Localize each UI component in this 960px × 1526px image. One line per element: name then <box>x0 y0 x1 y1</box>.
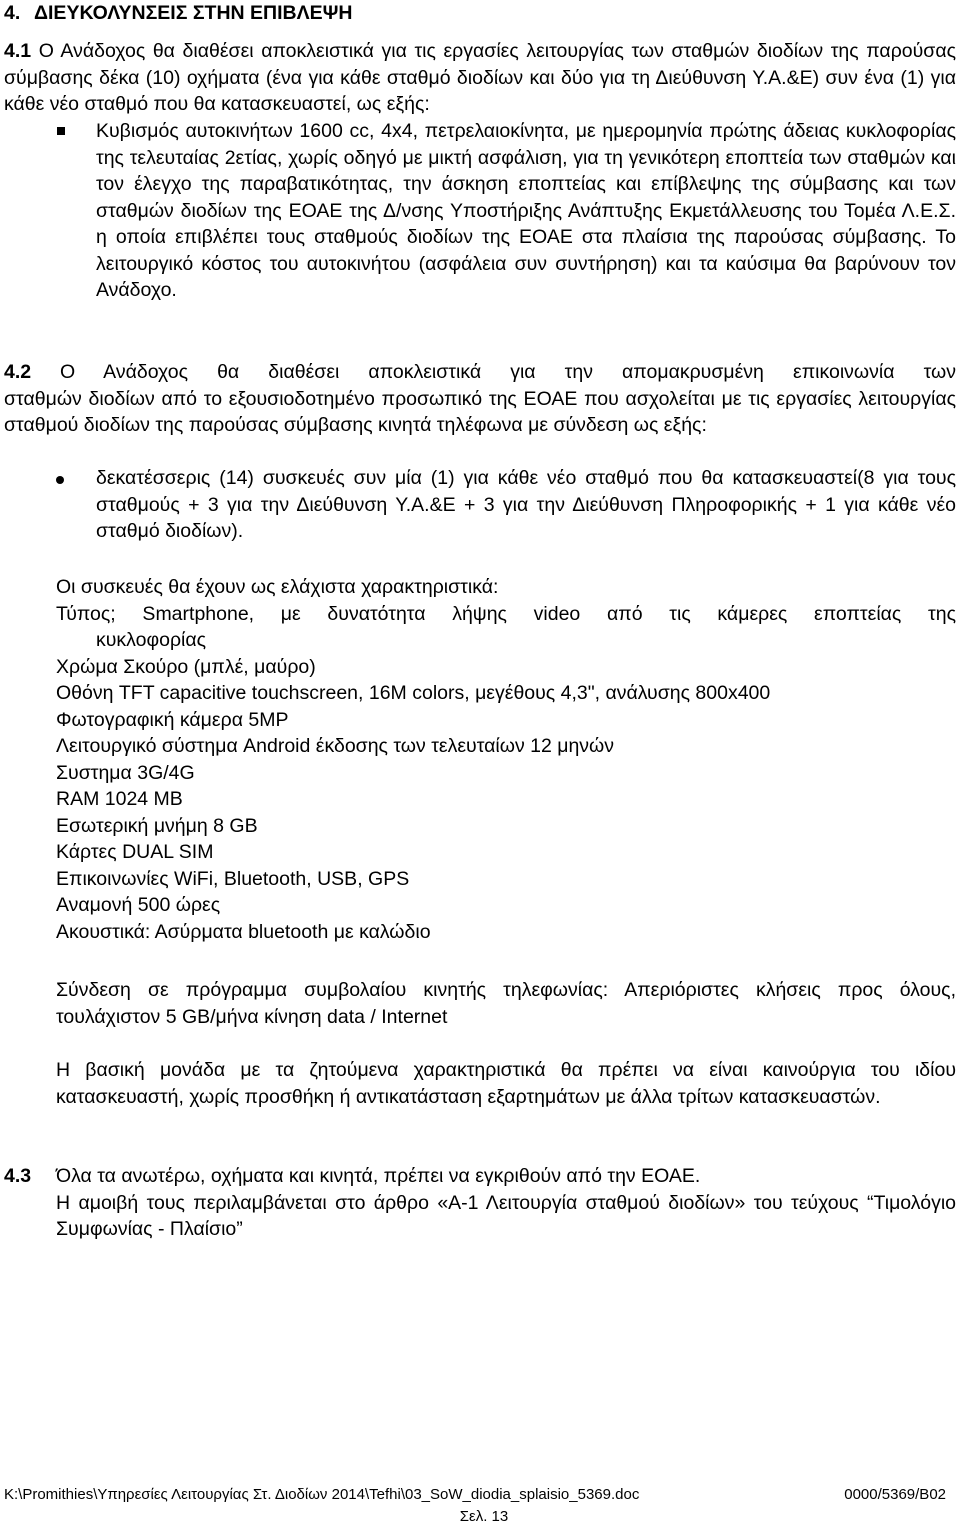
paragraph-4-3 <box>4 1163 956 1243</box>
specs-heading: Οι συσκευές θα έχουν ως ελάχιστα χαρακτηριστικά: <box>56 576 499 598</box>
spec-item: Χρώμα Σκούρο (μπλέ, μαύρο) <box>56 655 316 678</box>
spec-item: Κάρτες DUAL SIM <box>56 841 214 863</box>
paragraph-4-1-number: 4.1 <box>4 40 32 62</box>
paragraph-4-1-text: Ο Ανάδοχος θα διαθέσει αποκλειστικά για τις εργασίες λειτουργίας των σταθμών διοδίων της παρούσας σύμβασης δέκα (10) οχήματα (ένα για κάθε σταθμό διοδίων και δύο για τη Διεύθυνση Υ.Α.&Ε) συν ένα (1) για κάθε νέο σταθμό που θα κατασκευαστεί, ως εξής: <box>4 40 957 115</box>
section-title: ΔΙΕΥΚΟΛΥΝΣΕΙΣ ΣΤΗΝ ΕΠΙΒΛΕΨΗ <box>34 2 353 24</box>
spec-item: Συστημα 3G/4G <box>56 761 195 784</box>
spec-item: Αναμονή 500 ώρες <box>56 894 221 916</box>
footer-file-path: K:\Promithies\Υπηρεσίες Λειτουργίας Στ. Διοδίων 2014\Tefhi\03_SoW_diodia_splaisio_5369.doc <box>4 1486 640 1503</box>
spec-item: Επικοινωνίες WiFi, Bluetooth, USB, GPS <box>56 867 410 890</box>
paragraph-4-1 <box>4 38 956 118</box>
paragraph-4-2-text: σταθμών διοδίων από το εξουσιοδοτημένο προσωπικό της ΕΟΑΕ που ασχολείται με τις εργασίες λειτουργίας σταθμού διοδίων της παρούσας σύμβασης κινητά τηλέφωνα με σύνδεση ως εξής: <box>4 387 956 436</box>
phone-bullet-text: δεκατέσσερις (14) συσκευές συν μία (1) για κάθε νέο σταθμό που θα κατασκευαστεί(8 για τους σταθμούς + 3 για την Διεύθυνση Υ.Α.&Ε + 3 για την Διεύθυνση Πληροφορικής + 1 για κάθε νέο σταθμό διοδίων). <box>96 467 956 542</box>
paragraph-4-3-text: Η αμοιβή τους περιλαμβάνεται στο άρθρο «Α-1 Λειτουργία σταθμού διοδίων» του τεύχους “Τιμολόγιο Συμφωνίας - Πλαίσιο” <box>56 1191 956 1240</box>
spec-type-continuation: κυκλοφορίας <box>96 629 207 651</box>
footer-page-number: Σελ. 13 <box>459 1508 509 1525</box>
phone-specs <box>56 574 956 945</box>
connection-paragraph: Σύνδεση σε πρόγραμμα συμβολαίου κινητής τηλεφωνίας: Απεριόριστες κλήσεις προς όλους, τουλάχιστον 5 GB/μήνα κίνηση data / Internet <box>56 979 956 1028</box>
base-unit-paragraph: Η βασική μονάδα με τα ζητούμενα χαρακτηριστικά θα πρέπει να είναι καινούργια του ιδίου κατασκευαστή, χωρίς προσθήκη ή αντικατάσταση εξαρτημάτων με άλλα τρίτων κατασκευαστών. <box>56 1059 956 1108</box>
section-number: 4. <box>4 2 21 24</box>
spec-list <box>56 654 956 946</box>
paragraph-4-2-first-line: 4.2 Ο Ανάδοχος θα διαθέσει αποκλειστικά για την απομακρυσμένη επικοινωνία των <box>4 359 956 386</box>
spec-item: Φωτογραφική κάμερα 5MP <box>56 708 289 731</box>
paragraph-4-3-number: 4.3 <box>4 1165 32 1187</box>
paragraph-4-2-number: 4.2 <box>4 361 32 383</box>
paragraph-4-2 <box>4 359 956 439</box>
spec-item: Οθόνη TFT capacitive touchscreen, 16M colors, μεγέθους 4,3", ανάλυσης 800x400 <box>56 682 771 704</box>
paragraph-4-3-first-line: 4.3 Όλα τα ανωτέρω, οχήματα και κινητά, πρέπει να εγκριθούν από την ΕΟΑΕ. <box>4 1163 956 1190</box>
footer-document-code: 0000/5369/Β02 <box>844 1486 946 1503</box>
spec-item: Λειτουργικό σύστημα Android έκδοσης των τελευταίων 12 μηνών <box>56 735 615 757</box>
spec-type-line: Τύπος; Smartphone, με δυνατότητα λήψης video από τις κάμερες εποπτείας της <box>56 602 956 625</box>
section-heading <box>4 0 353 27</box>
spec-item: Εσωτερική μνήμη 8 GB <box>56 814 258 837</box>
vehicle-bullet-text: Κυβισμός αυτοκινήτων 1600 cc, 4x4, πετρελαιοκίνητα, με ημερομηνία πρώτης άδειας κυκλοφορίας της τελευταίας 2ετίας, χωρίς οδηγό με μικτή ασφάλιση, για τη γενικότερη εποπτεία των σταθμών και τον έλεγχο της παραβατικότητας, την άσκηση εποπτείας και επίβλεψης της σύμβασης και των σταθμών διοδίων της ΕΟΑΕ της Δ/νσης Υποστήριξης Ανάπτυξης Εκμετάλλευσης του Τομέα Λ.Ε.Σ. η οποία επιβλέπει τους σταθμούς διοδίων της ΕΟΑΕ στα πλαίσια της παρούσας σύμβασης. Το λειτουργικό κόστος του αυτοκινήτου (ασφάλεια συν συντήρηση) και τα καύσιμα θα βαρύνουν τον Ανάδοχο. <box>96 120 956 301</box>
spec-item: Ακουστικά: Ασύρματα bluetooth με καλώδιο <box>56 920 431 943</box>
spec-item: RAM 1024 MB <box>56 788 183 810</box>
round-bullet-icon <box>56 476 64 484</box>
square-bullet-icon <box>57 127 65 135</box>
